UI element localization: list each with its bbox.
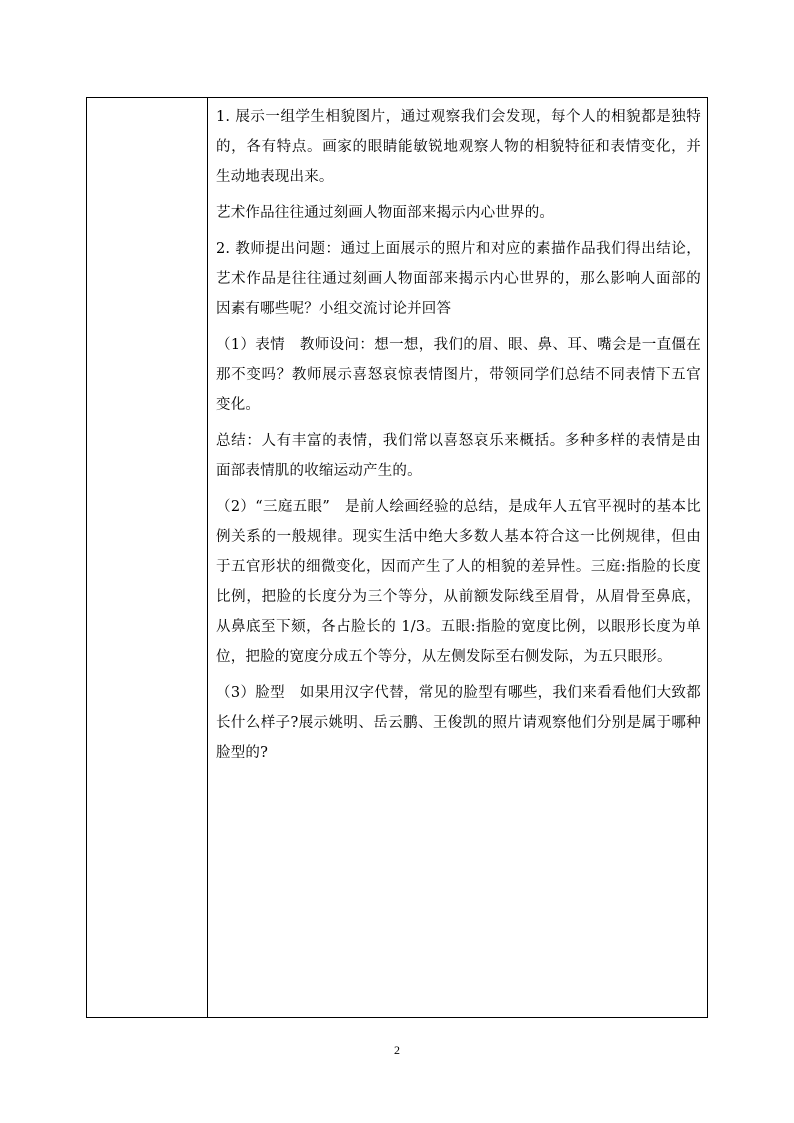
paragraph-4: （1）表情 教师设问：想一想，我们的眉、眼、鼻、耳、嘴会是一直僵在那不变吗？教师展示喜怒哀惊表情图片，带领同学们总结不同表情下五官变化。 xyxy=(216,337,701,413)
content-table xyxy=(86,97,708,1018)
paragraph-2: 艺术作品往往通过刻画人物面部来揭示内心世界的。 xyxy=(216,205,555,221)
paragraph-3: 2. 教师提出问题：通过上面展示的照片和对应的素描作品我们得出结论，艺术作品是往往通过刻画人物面部来揭示内心世界的，那么影响人面部的因素有哪些呢？小组交流讨论并回答 xyxy=(216,241,701,317)
paragraph-1: 1. 展示一组学生相貌图片，通过观察我们会发现，每个人的相貌都是独特的，各有特点。画家的眼睛能敏锐地观察人物的相貌特征和表情变化，并生动地表现出来。 xyxy=(216,109,701,185)
page-number: 2 xyxy=(394,1043,400,1057)
paragraph-6: （2）“三庭五眼” 是前人绘画经验的总结，是成年人五官平视时的基本比例关系的一般规律。现实生活中绝大多数人基本符合这一比例规律，但由于五官形状的细微变化，因而产生了人的相貌的差异性。三庭:指脸的长度比例，把脸的长度分为三个等分，从前额发际线至眉骨，从眉骨至鼻底，从鼻底至下颏，各占脸长的 1/3。五眼:指脸的宽度比例，以眼形长度为单位，把脸的宽度分成五个等分，从左侧发际至右侧发际，为五只眼形。 xyxy=(216,499,701,665)
table-content-cell xyxy=(208,98,707,1017)
paragraph-7: （3）脸型 如果用汉字代替，常见的脸型有哪些，我们来看看他们大致都长什么样子?展示姚明、岳云鹏、王俊凯的照片请观察他们分别是属于哪种脸型的? xyxy=(216,685,701,761)
table-left-cell xyxy=(87,98,208,1017)
paragraph-5: 总结：人有丰富的表情，我们常以喜怒哀乐来概括。多种多样的表情是由面部表情肌的收缩运动产生的。 xyxy=(216,433,701,479)
